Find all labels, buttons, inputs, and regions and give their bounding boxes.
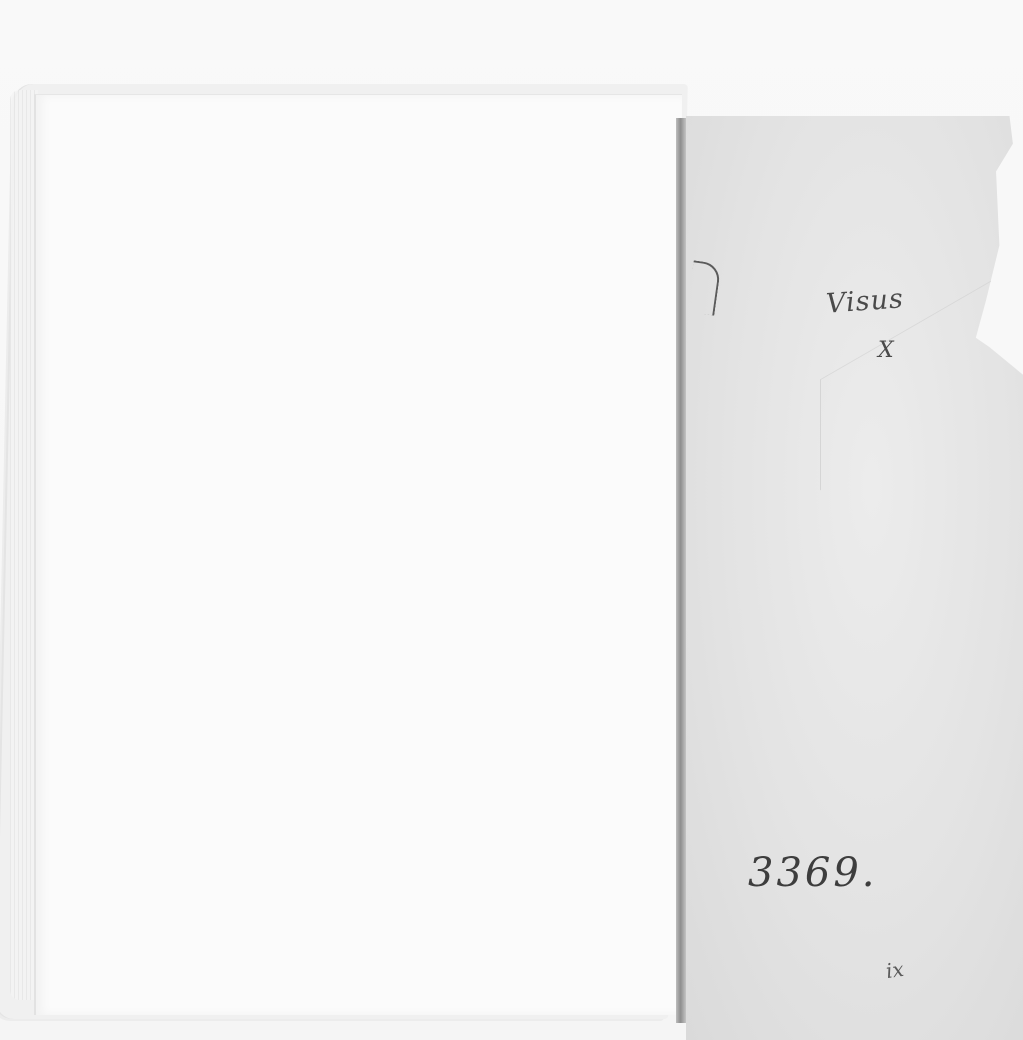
x-inscription: X (878, 338, 894, 363)
shelfmark-number: 3369. (748, 850, 878, 896)
right-pastedown (686, 116, 1023, 1040)
lower-pencil-note: ix (884, 956, 906, 984)
blank-left-leaf (34, 94, 682, 1015)
binding-gutter (676, 118, 686, 1023)
visus-inscription: Visus (825, 283, 905, 320)
